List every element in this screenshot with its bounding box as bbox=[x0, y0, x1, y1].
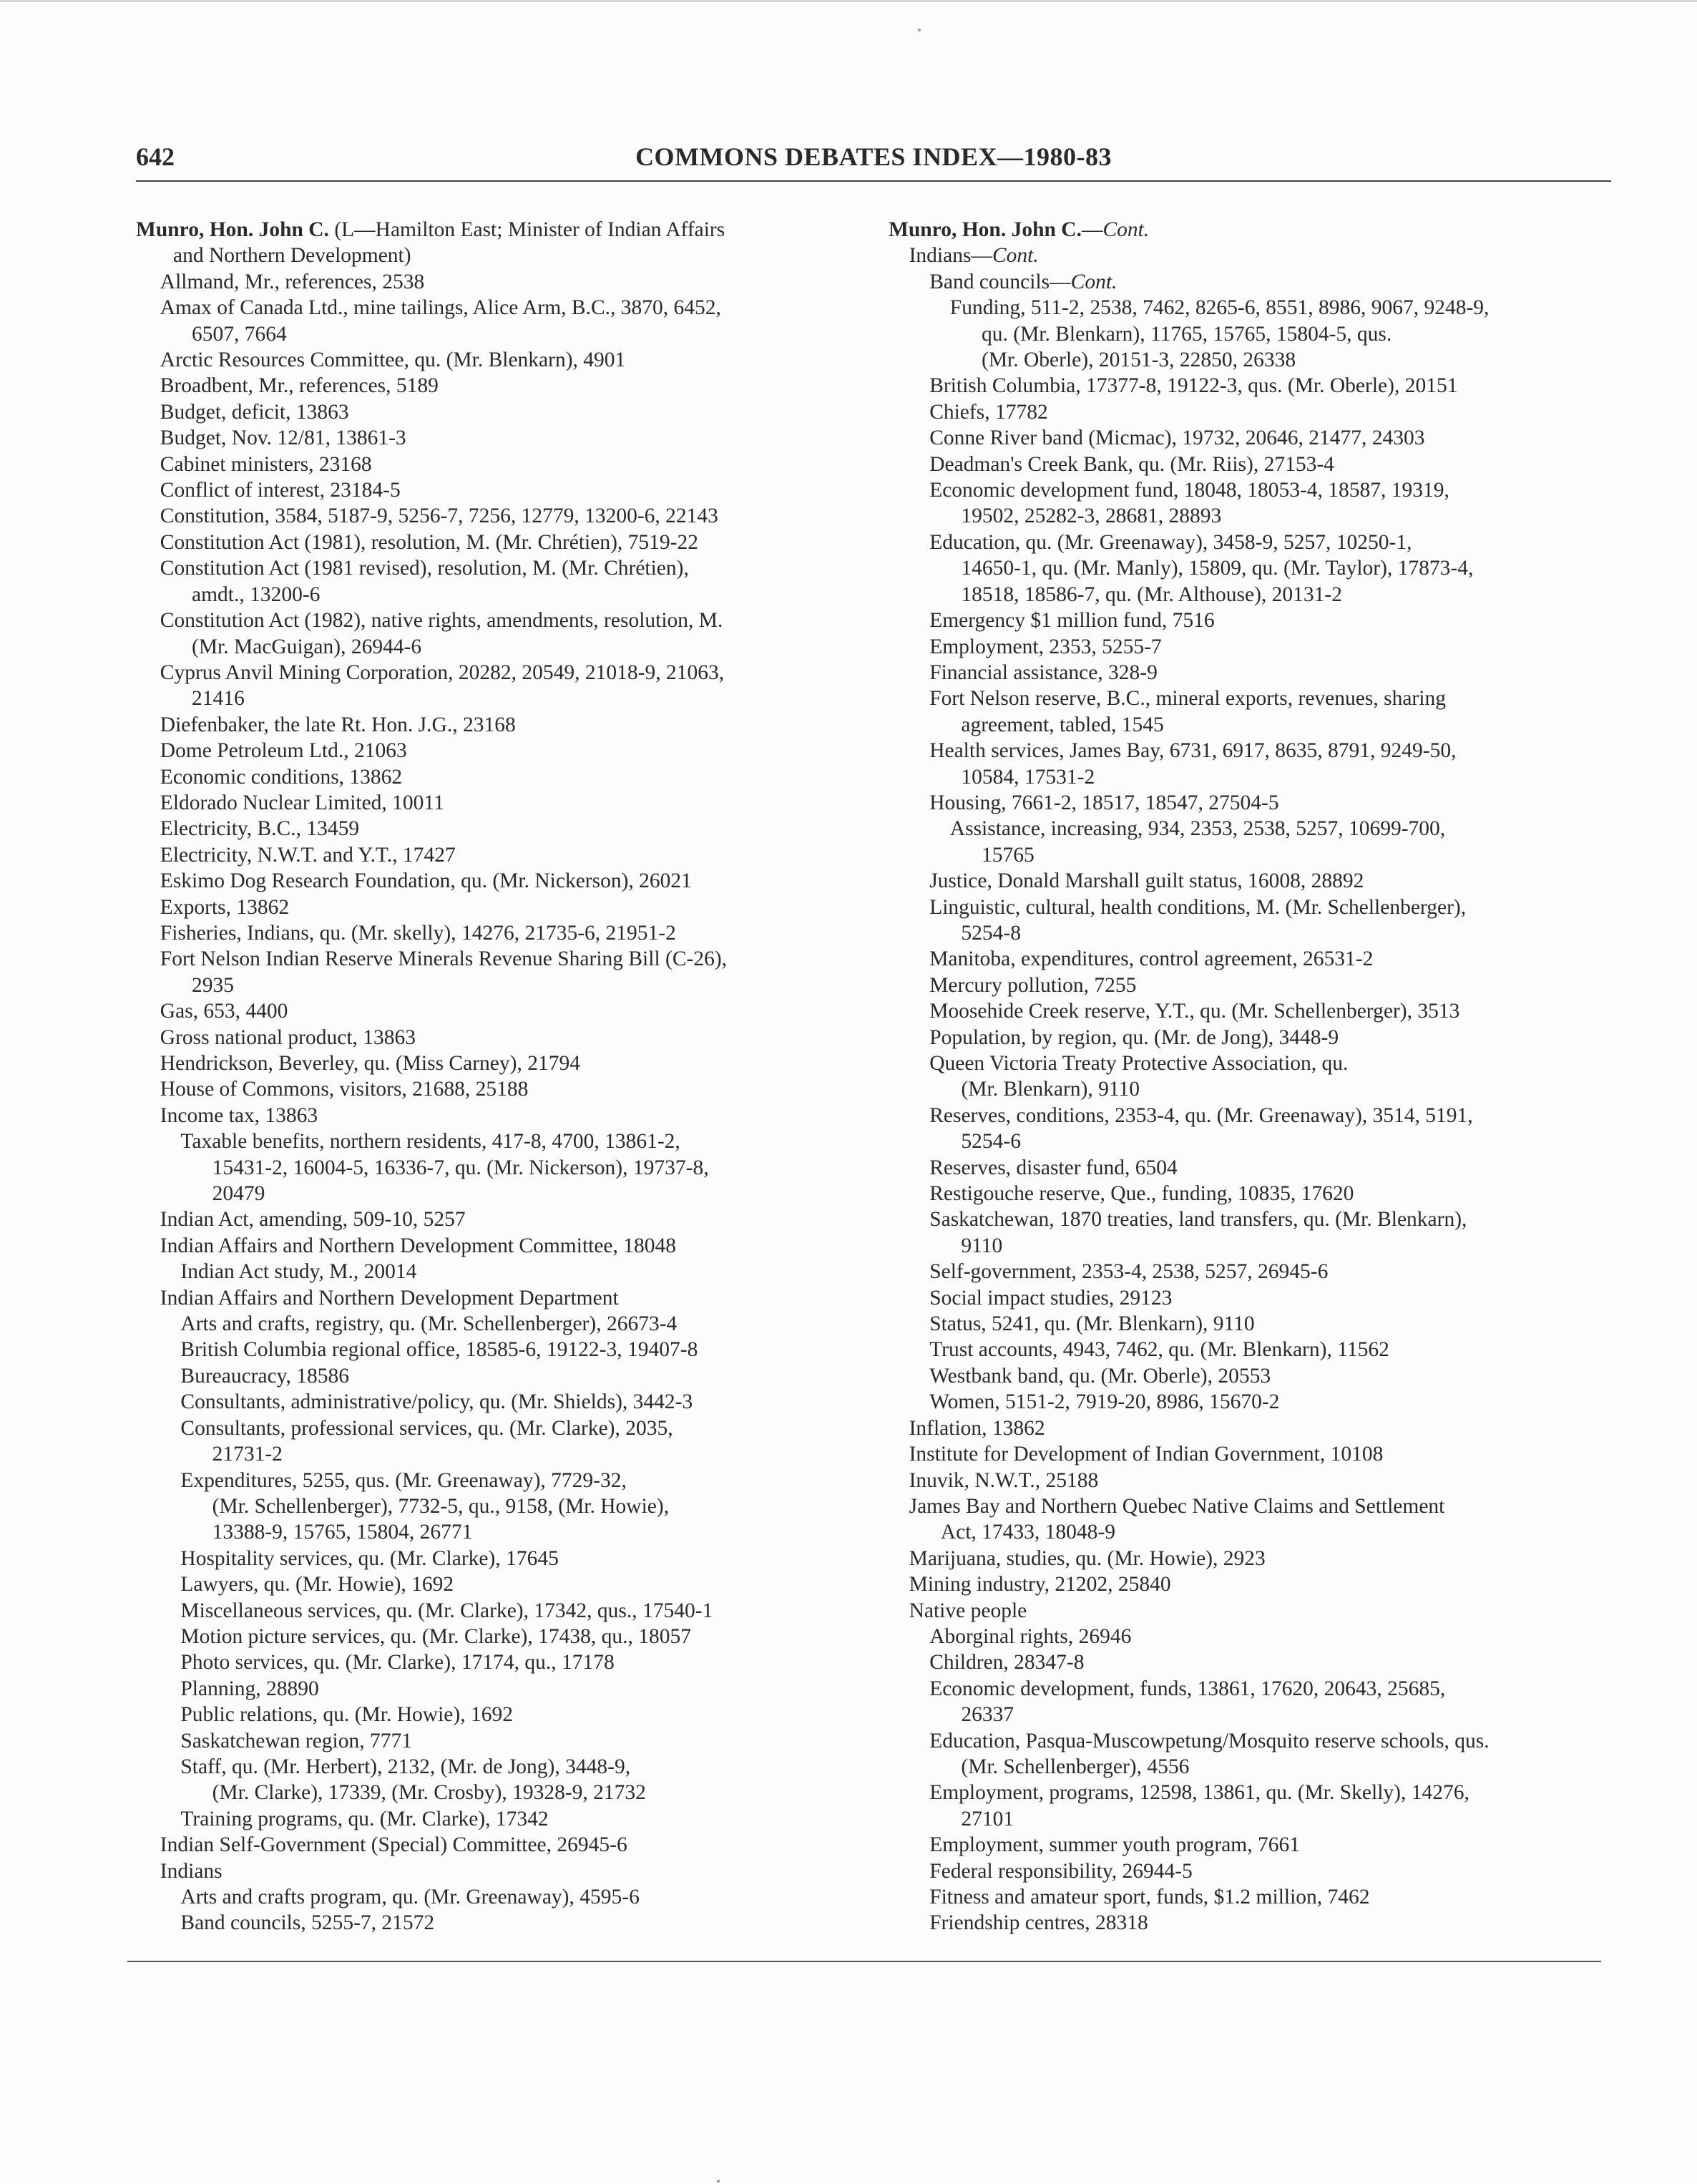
index-entry-line bbox=[136, 243, 851, 268]
entry-text: 14650-1, qu. (Mr. Manly), 15809, qu. (Mr. Taylor), 17873-4, bbox=[961, 557, 1474, 580]
entry-text: Amax of Canada Ltd., mine tailings, Alice Arm, B.C., 3870, 6452, bbox=[160, 296, 721, 320]
entry-text: (Mr. Blenkarn), 9110 bbox=[961, 1078, 1140, 1101]
entry-text: Hendrickson, Beverley, qu. (Miss Carney), 21794 bbox=[160, 1052, 580, 1075]
index-entry-line bbox=[136, 295, 851, 321]
index-entry-line bbox=[136, 373, 851, 399]
index-entry-line bbox=[136, 1363, 851, 1389]
entry-text: Expenditures, 5255, qus. (Mr. Greenaway), 7729-32, bbox=[180, 1468, 627, 1492]
index-entry-line bbox=[889, 1050, 1611, 1076]
index-entry-line bbox=[136, 1415, 851, 1441]
index-entry-line bbox=[136, 1910, 851, 1936]
index-entry-line bbox=[889, 1754, 1611, 1780]
index-entry-line bbox=[889, 555, 1611, 581]
entry-text: Planning, 28890 bbox=[180, 1677, 319, 1700]
entry-text: Housing, 7661-2, 18517, 18547, 27504-5 bbox=[929, 791, 1279, 814]
index-entry-line bbox=[889, 608, 1611, 633]
index-entry-line bbox=[889, 634, 1611, 660]
entry-text: Motion picture services, qu. (Mr. Clarke), 17438, qu., 18057 bbox=[180, 1624, 692, 1648]
index-entry-line bbox=[889, 582, 1611, 608]
entry-text: Saskatchewan, 1870 treaties, land transfers, qu. (Mr. Blenkarn), bbox=[929, 1208, 1467, 1232]
index-entry-line bbox=[136, 660, 851, 686]
index-entry-line bbox=[136, 1806, 851, 1832]
entry-text: Linguistic, cultural, health conditions, M. (Mr. Schellenberger), bbox=[929, 895, 1467, 919]
entry-text: 5254-6 bbox=[961, 1130, 1021, 1154]
index-entry-line bbox=[889, 1311, 1611, 1337]
entry-text: Budget, Nov. 12/81, 13861-3 bbox=[160, 426, 406, 450]
header-rule bbox=[136, 180, 1611, 182]
index-entry-line bbox=[889, 1415, 1611, 1441]
index-entry-line bbox=[136, 269, 851, 295]
entry-text: Miscellaneous services, qu. (Mr. Clarke), 17342, qus., 17540-1 bbox=[180, 1599, 713, 1622]
index-entry-line bbox=[889, 1493, 1611, 1519]
entry-text: — bbox=[1081, 218, 1103, 241]
entry-text: British Columbia, 17377-8, 19122-3, qus. (Mr. Oberle), 20151 bbox=[929, 374, 1458, 398]
index-entry-line bbox=[889, 1649, 1611, 1675]
index-entry-line bbox=[136, 1676, 851, 1702]
index-entry-line bbox=[889, 894, 1611, 920]
entry-text: Public relations, qu. (Mr. Howie), 1692 bbox=[180, 1703, 513, 1727]
entry-text: agreement, tabled, 1545 bbox=[961, 713, 1164, 736]
index-entry-line bbox=[136, 347, 851, 373]
entry-text: British Columbia regional office, 18585-6, 19122-3, 19407-8 bbox=[180, 1338, 698, 1362]
index-entry-line bbox=[889, 1546, 1611, 1571]
index-entry-line bbox=[136, 1571, 851, 1597]
entry-text: Arts and crafts, registry, qu. (Mr. Schellenberger), 26673-4 bbox=[180, 1312, 678, 1336]
entry-text: 13388-9, 15765, 15804, 26771 bbox=[212, 1521, 473, 1544]
entry-text: and Northern Development) bbox=[173, 244, 411, 268]
index-entry-line bbox=[889, 243, 1611, 268]
index-entry-line bbox=[889, 738, 1611, 764]
index-entry-line bbox=[889, 530, 1611, 555]
index-entry-line bbox=[889, 1910, 1611, 1936]
index-entry-line bbox=[136, 1050, 851, 1076]
entry-text: Chiefs, 17782 bbox=[929, 400, 1048, 424]
entry-text: Federal responsibility, 26944-5 bbox=[929, 1859, 1193, 1883]
index-entry-line bbox=[136, 1780, 851, 1805]
index-entry-line bbox=[136, 503, 851, 529]
index-entry-line bbox=[136, 399, 851, 425]
index-entry-line bbox=[889, 1076, 1611, 1102]
index-column-left bbox=[136, 217, 851, 1936]
index-entry-line bbox=[889, 295, 1611, 321]
index-entry-line bbox=[136, 972, 851, 998]
index-entry-line bbox=[136, 1493, 851, 1519]
entry-continuation-mark: Cont. bbox=[992, 244, 1039, 268]
entry-text: 9110 bbox=[961, 1234, 1003, 1257]
index-entry-line bbox=[889, 1128, 1611, 1154]
index-entry-line bbox=[889, 1806, 1611, 1832]
page-header bbox=[136, 142, 1611, 185]
entry-text: Reserves, disaster fund, 6504 bbox=[929, 1156, 1178, 1179]
index-entry-line bbox=[889, 1624, 1611, 1649]
entry-text: Bureaucracy, 18586 bbox=[180, 1364, 350, 1388]
entry-text: Hospitality services, qu. (Mr. Clarke), 17645 bbox=[180, 1546, 559, 1570]
index-entry-line bbox=[889, 712, 1611, 738]
index-entry-line bbox=[889, 1233, 1611, 1259]
index-entry-line bbox=[889, 1728, 1611, 1754]
entry-text: Aborginal rights, 26946 bbox=[929, 1624, 1132, 1648]
index-entry-line bbox=[889, 1206, 1611, 1232]
entry-text: Broadbent, Mr., references, 5189 bbox=[160, 374, 439, 398]
index-entry-line bbox=[136, 1076, 851, 1102]
entry-text: Gross national product, 13863 bbox=[160, 1025, 416, 1049]
index-entry-line bbox=[136, 738, 851, 764]
entry-text: Fort Nelson Indian Reserve Minerals Revenue Sharing Bill (C-26), bbox=[160, 947, 728, 971]
entry-continuation-mark: Cont. bbox=[1070, 270, 1118, 293]
index-entry-line bbox=[889, 1780, 1611, 1805]
index-entry-line bbox=[136, 477, 851, 503]
entry-text: Inflation, 13862 bbox=[909, 1416, 1045, 1440]
index-entry-line bbox=[136, 321, 851, 347]
index-entry-line bbox=[136, 1884, 851, 1910]
entry-text: 15431-2, 16004-5, 16336-7, qu. (Mr. Nickerson), 19737-8, bbox=[212, 1156, 709, 1179]
entry-text: Indian Act, amending, 509-10, 5257 bbox=[160, 1208, 466, 1232]
entry-text: Native people bbox=[909, 1599, 1027, 1622]
entry-text: Eskimo Dog Research Foundation, qu. (Mr. Nickerson), 26021 bbox=[160, 869, 692, 893]
entry-text: (Mr. Clarke), 17339, (Mr. Crosby), 19328-9, 21732 bbox=[212, 1781, 646, 1805]
index-entry-line bbox=[136, 452, 851, 477]
index-entry-line bbox=[136, 1858, 851, 1884]
entry-text: (Mr. MacGuigan), 26944-6 bbox=[192, 635, 422, 658]
entry-text: Mining industry, 21202, 25840 bbox=[909, 1573, 1171, 1596]
index-entry-line bbox=[889, 373, 1611, 399]
entry-text: 10584, 17531-2 bbox=[961, 765, 1095, 789]
running-title: COMMONS DEBATES INDEX—1980-83 bbox=[635, 142, 1112, 171]
entry-text: 21416 bbox=[192, 687, 245, 711]
entry-text: Funding, 511-2, 2538, 7462, 8265-6, 8551, 8986, 9067, 9248-9, bbox=[949, 296, 1490, 320]
index-entry-line bbox=[889, 1598, 1611, 1624]
entry-text: Fort Nelson reserve, B.C., mineral exports, revenues, sharing bbox=[929, 687, 1446, 711]
entry-text: Social impact studies, 29123 bbox=[929, 1286, 1173, 1310]
index-entry-line bbox=[889, 425, 1611, 451]
entry-text: Restigouche reserve, Que., funding, 10835, 17620 bbox=[929, 1182, 1354, 1206]
index-entry-line bbox=[136, 608, 851, 633]
index-entry-line bbox=[136, 1754, 851, 1780]
index-entry-line bbox=[136, 1598, 851, 1624]
index-entry-line bbox=[889, 790, 1611, 816]
entry-heading: Munro, Hon. John C. bbox=[136, 218, 329, 241]
index-entry-line bbox=[136, 1311, 851, 1337]
entry-text: 18518, 18586-7, qu. (Mr. Althouse), 20131-2 bbox=[961, 582, 1343, 606]
scan-speck bbox=[918, 29, 921, 31]
entry-text: Constitution, 3584, 5187-9, 5256-7, 7256, 12779, 13200-6, 22143 bbox=[160, 504, 718, 528]
entry-text: Staff, qu. (Mr. Herbert), 2132, (Mr. de Jong), 3448-9, bbox=[180, 1755, 631, 1778]
index-entry-line bbox=[889, 1858, 1611, 1884]
entry-text: Employment, programs, 12598, 13861, qu. (Mr. Skelly), 14276, bbox=[929, 1781, 1469, 1805]
entry-text: Friendship centres, 28318 bbox=[929, 1911, 1148, 1935]
entry-text: Financial assistance, 328-9 bbox=[929, 660, 1158, 684]
entry-text: amdt., 13200-6 bbox=[192, 582, 321, 606]
index-entry-line bbox=[136, 842, 851, 868]
entry-text: Fitness and amateur sport, funds, $1.2 million, 7462 bbox=[929, 1886, 1370, 1908]
index-entry-line bbox=[889, 1337, 1611, 1362]
entry-text: Inuvik, N.W.T., 25188 bbox=[909, 1468, 1099, 1492]
entry-text: Status, 5241, qu. (Mr. Blenkarn), 9110 bbox=[929, 1312, 1255, 1336]
entry-text: Population, by region, qu. (Mr. de Jong), 3448-9 bbox=[929, 1025, 1339, 1049]
index-entry-line bbox=[889, 1155, 1611, 1181]
index-entry-line bbox=[136, 1233, 851, 1259]
entry-text: Indians— bbox=[909, 244, 992, 268]
entry-text: Moosehide Creek reserve, Y.T., qu. (Mr. Schellenberger), 3513 bbox=[929, 1000, 1460, 1023]
index-entry-line bbox=[889, 1181, 1611, 1206]
entry-text: Arctic Resources Committee, qu. (Mr. Blenkarn), 4901 bbox=[160, 348, 626, 372]
entry-text: Education, Pasqua-Muscowpetung/Mosquito reserve schools, qus. bbox=[929, 1729, 1490, 1752]
entry-text: 20479 bbox=[212, 1182, 265, 1206]
entry-text: Taxable benefits, northern residents, 417-8, 4700, 13861-2, bbox=[180, 1130, 680, 1154]
index-entry-line bbox=[136, 1259, 851, 1284]
index-entry-line bbox=[889, 842, 1611, 868]
entry-heading: Munro, Hon. John C. bbox=[889, 218, 1082, 241]
index-entry-line bbox=[889, 269, 1611, 295]
entry-text: Indian Act study, M., 20014 bbox=[180, 1260, 417, 1284]
entry-text: Arts and crafts program, qu. (Mr. Greenaway), 4595-6 bbox=[180, 1886, 640, 1908]
index-entry-line bbox=[136, 1702, 851, 1727]
index-entry-line bbox=[889, 1884, 1611, 1910]
index-entry-line bbox=[889, 946, 1611, 972]
index-entry-line bbox=[136, 686, 851, 711]
index-entry-line bbox=[136, 582, 851, 608]
entry-text: (Mr. Schellenberger), 7732-5, qu., 9158, (Mr. Howie), bbox=[212, 1494, 670, 1518]
scan-speck bbox=[717, 2180, 720, 2183]
index-entry-line bbox=[136, 1155, 851, 1181]
entry-text: Indian Affairs and Northern Development Committee, 18048 bbox=[160, 1234, 677, 1257]
entry-text: Justice, Donald Marshall guilt status, 16008, 28892 bbox=[929, 869, 1364, 893]
entry-text: Eldorado Nuclear Limited, 10011 bbox=[160, 791, 444, 814]
entry-text: Indian Affairs and Northern Development Department bbox=[160, 1286, 619, 1310]
entry-text: (Mr. Oberle), 20151-3, 22850, 26338 bbox=[982, 348, 1296, 372]
index-entry-line bbox=[889, 764, 1611, 790]
entry-text: Economic conditions, 13862 bbox=[160, 765, 403, 789]
index-entry-line bbox=[889, 321, 1611, 347]
entry-text: Income tax, 13863 bbox=[160, 1103, 318, 1127]
entry-text: Cyprus Anvil Mining Corporation, 20282, 20549, 21018-9, 21063, bbox=[160, 660, 725, 684]
index-entry-line bbox=[136, 1728, 851, 1754]
entry-text: 5254-8 bbox=[961, 921, 1021, 945]
entry-text: Consultants, professional services, qu. (Mr. Clarke), 2035, bbox=[180, 1416, 673, 1440]
entry-text: Photo services, qu. (Mr. Clarke), 17174, qu., 17178 bbox=[180, 1651, 615, 1674]
entry-text: Women, 5151-2, 7919-20, 8986, 15670-2 bbox=[929, 1390, 1280, 1414]
index-entry-line bbox=[889, 503, 1611, 529]
index-entry-line bbox=[889, 868, 1611, 894]
index-entry-line bbox=[136, 1103, 851, 1128]
index-entry-line bbox=[889, 477, 1611, 503]
entry-text: James Bay and Northern Quebec Native Claims and Settlement bbox=[909, 1494, 1445, 1518]
index-entry-line bbox=[136, 1206, 851, 1232]
entry-text: qu. (Mr. Blenkarn), 11765, 15765, 15804-5, qus. bbox=[982, 322, 1392, 346]
index-entry-line bbox=[889, 1103, 1611, 1128]
index-entry-line bbox=[136, 1624, 851, 1649]
index-entry-line bbox=[889, 1441, 1611, 1467]
index-entry-line bbox=[136, 946, 851, 972]
index-entry-line bbox=[889, 686, 1611, 711]
entry-text: House of Commons, visitors, 21688, 25188 bbox=[160, 1078, 529, 1101]
entry-text: Training programs, qu. (Mr. Clarke), 17342 bbox=[180, 1807, 549, 1830]
entry-text: Allmand, Mr., references, 2538 bbox=[160, 270, 425, 293]
entry-text: 6507, 7664 bbox=[192, 322, 287, 346]
index-entry-line bbox=[889, 998, 1611, 1024]
index-entry-line bbox=[889, 1676, 1611, 1702]
entry-text: Marijuana, studies, qu. (Mr. Howie), 2923 bbox=[909, 1546, 1266, 1570]
entry-text: 27101 bbox=[961, 1807, 1014, 1830]
index-entry-line bbox=[889, 1702, 1611, 1727]
index-entry-line bbox=[136, 790, 851, 816]
entry-text: 2935 bbox=[192, 973, 234, 997]
entry-text: Queen Victoria Treaty Protective Association, qu. bbox=[929, 1052, 1349, 1075]
entry-text: 26337 bbox=[961, 1703, 1014, 1727]
entry-text: Act, 17433, 18048-9 bbox=[940, 1521, 1115, 1544]
entry-text: Assistance, increasing, 934, 2353, 2538, 5257, 10699-700, bbox=[949, 817, 1446, 841]
entry-text: 15765 bbox=[982, 843, 1035, 867]
entry-text: Dome Petroleum Ltd., 21063 bbox=[160, 739, 407, 763]
entry-text: Gas, 653, 4400 bbox=[160, 1000, 288, 1023]
entry-text: Mercury pollution, 7255 bbox=[929, 973, 1137, 997]
index-entry-line bbox=[889, 399, 1611, 425]
entry-text: Constitution Act (1981 revised), resolution, M. (Mr. Chrétien), bbox=[160, 557, 689, 580]
index-entry-line bbox=[889, 920, 1611, 946]
index-entry-line bbox=[889, 1571, 1611, 1597]
index-entry-line bbox=[136, 816, 851, 842]
entry-text: Westbank band, qu. (Mr. Oberle), 20553 bbox=[929, 1364, 1271, 1388]
index-column-right bbox=[889, 217, 1611, 1936]
entry-text: Band councils, 5255-7, 21572 bbox=[180, 1911, 435, 1935]
entry-continuation-mark: Cont. bbox=[1102, 218, 1150, 241]
entry-text: Fisheries, Indians, qu. (Mr. skelly), 14276, 21735-6, 21951-2 bbox=[160, 921, 676, 945]
entry-text: Employment, 2353, 5255-7 bbox=[929, 635, 1162, 658]
index-entry-line bbox=[136, 425, 851, 451]
entry-text: Band councils— bbox=[929, 270, 1071, 293]
entry-text: (Mr. Schellenberger), 4556 bbox=[961, 1755, 1190, 1778]
index-entry-line bbox=[136, 920, 851, 946]
entry-text: Education, qu. (Mr. Greenaway), 3458-9, 5257, 10250-1, bbox=[929, 530, 1412, 554]
index-entry-line bbox=[889, 1259, 1611, 1284]
entry-text: Constitution Act (1982), native rights, amendments, resolution, M. bbox=[160, 609, 723, 633]
index-entry-line bbox=[136, 1832, 851, 1858]
index-entry-line bbox=[889, 660, 1611, 686]
footer-rule bbox=[127, 1961, 1601, 1962]
entry-text: Consultants, administrative/policy, qu. (Mr. Shields), 3442-3 bbox=[180, 1390, 693, 1414]
index-entry-line bbox=[136, 1649, 851, 1675]
index-entry-line bbox=[136, 712, 851, 738]
entry-text: 19502, 25282-3, 28681, 28893 bbox=[961, 504, 1222, 528]
index-entry-line bbox=[136, 868, 851, 894]
index-entry-line bbox=[136, 1181, 851, 1206]
index-entry-line bbox=[136, 1389, 851, 1415]
index-entry-line bbox=[136, 1025, 851, 1050]
index-entry-line bbox=[136, 634, 851, 660]
index-entry-line bbox=[889, 1389, 1611, 1415]
index-entry-line bbox=[889, 1832, 1611, 1858]
entry-text: Deadman's Creek Bank, qu. (Mr. Riis), 27153-4 bbox=[929, 452, 1334, 476]
index-entry-line bbox=[889, 1468, 1611, 1493]
entry-text: Self-government, 2353-4, 2538, 5257, 26945-6 bbox=[929, 1260, 1329, 1284]
entry-text: Saskatchewan region, 7771 bbox=[180, 1729, 412, 1752]
index-entry-line bbox=[136, 217, 851, 243]
index-entry-line bbox=[136, 1285, 851, 1311]
entry-text: Indians bbox=[160, 1859, 222, 1883]
page-number: 642 bbox=[136, 142, 175, 171]
entry-text: Budget, deficit, 13863 bbox=[160, 400, 349, 424]
entry-text: Indian Self-Government (Special) Committee, 26945-6 bbox=[160, 1833, 627, 1857]
entry-text: Lawyers, qu. (Mr. Howie), 1692 bbox=[180, 1573, 454, 1596]
index-entry-line bbox=[136, 894, 851, 920]
entry-text: Emergency $1 million fund, 7516 bbox=[929, 609, 1215, 633]
index-entry-line bbox=[136, 1128, 851, 1154]
index-entry-line bbox=[889, 972, 1611, 998]
index-entry-line bbox=[889, 1285, 1611, 1311]
entry-text: 21731-2 bbox=[212, 1443, 283, 1466]
index-entry-line bbox=[889, 217, 1611, 243]
entry-text: Trust accounts, 4943, 7462, qu. (Mr. Blenkarn), 11562 bbox=[929, 1338, 1389, 1362]
entry-text: Health services, James Bay, 6731, 6917, 8635, 8791, 9249-50, bbox=[929, 739, 1457, 763]
entry-text: Manitoba, expenditures, control agreement, 26531-2 bbox=[929, 947, 1374, 971]
entry-text: Employment, summer youth program, 7661 bbox=[929, 1833, 1301, 1857]
index-entry-line bbox=[136, 998, 851, 1024]
entry-text: Economic development, funds, 13861, 17620, 20643, 25685, bbox=[929, 1677, 1446, 1700]
entry-text: Cabinet ministers, 23168 bbox=[160, 452, 372, 476]
entry-text: Diefenbaker, the late Rt. Hon. J.G., 23168 bbox=[160, 713, 516, 736]
index-entry-line bbox=[136, 1519, 851, 1545]
entry-text: Exports, 13862 bbox=[160, 895, 290, 919]
entry-text: Electricity, B.C., 13459 bbox=[160, 817, 360, 841]
index-entry-line bbox=[889, 1025, 1611, 1050]
index-entry-line bbox=[889, 816, 1611, 842]
entry-text: Electricity, N.W.T. and Y.T., 17427 bbox=[160, 843, 456, 867]
entry-text: Economic development fund, 18048, 18053-4, 18587, 19319, bbox=[929, 479, 1449, 502]
index-entry-line bbox=[889, 347, 1611, 373]
index-entry-line bbox=[889, 1363, 1611, 1389]
index-entry-line bbox=[136, 555, 851, 581]
index-entry-line bbox=[889, 452, 1611, 477]
entry-text: Conne River band (Micmac), 19732, 20646, 21477, 24303 bbox=[929, 426, 1425, 450]
index-entry-line bbox=[136, 1441, 851, 1467]
index-entry-line bbox=[136, 1468, 851, 1493]
index-entry-line bbox=[136, 1546, 851, 1571]
entry-text: Reserves, conditions, 2353-4, qu. (Mr. Greenaway), 3514, 5191, bbox=[929, 1103, 1473, 1127]
index-entry-line bbox=[136, 530, 851, 555]
index-entry-line bbox=[136, 1337, 851, 1362]
entry-text: (L—Hamilton East; Minister of Indian Affairs bbox=[328, 218, 725, 241]
index-entry-line bbox=[136, 764, 851, 790]
entry-text: Institute for Development of Indian Government, 10108 bbox=[909, 1443, 1384, 1466]
entry-text: Constitution Act (1981), resolution, M. (Mr. Chrétien), 7519-22 bbox=[160, 530, 698, 554]
index-entry-line bbox=[889, 1519, 1611, 1545]
entry-text: Conflict of interest, 23184-5 bbox=[160, 479, 401, 502]
entry-text: Children, 28347-8 bbox=[929, 1651, 1085, 1674]
